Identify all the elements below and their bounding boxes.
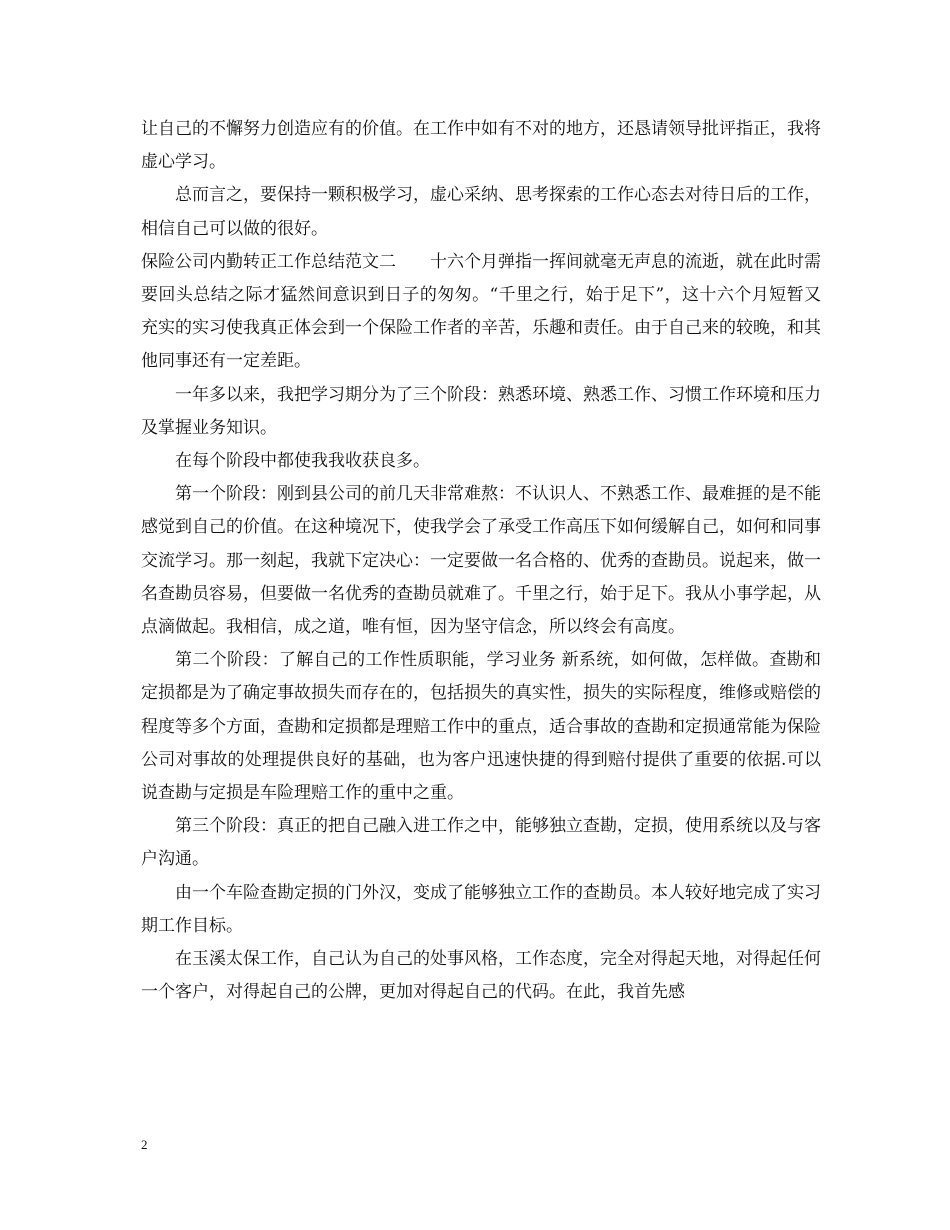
paragraph-10: 在玉溪太保工作，自己认为自己的处事风格，工作态度，完全对得起天地，对得起任何一个客户，对得起自己的公牌，更加对得起自己的代码。在此，我首先感: [141, 949, 821, 1003]
paragraph-1: 让自己的不懈努力创造应有的价值。在工作中如有不对的地方，还恳请领导批评指正，我将虚心学习。: [141, 119, 821, 173]
paragraph-8-stage-three: 第三个阶段：真正的把自己融入进工作之中，能够独立查勘，定损，使用系统以及与客户沟通。: [141, 816, 821, 870]
paragraph-3-section-title: 保险公司内勤转正工作总结范文二 十六个月弹指一挥间就毫无声息的流逝，就在此时需要回头总结之际才猛然间意识到日子的匆匆。“千里之行，始于足下”，这十六个月短暂又充实的实习使我真正体会到一个保险工作者的辛苦，乐趣和责任。由于自己来的较晚，和其他同事还有一定差距。: [141, 251, 821, 372]
paragraph-2: 总而言之，要保持一颗积极学习，虚心采纳、思考探索的工作心态去对待日后的工作，相信自己可以做的很好。: [141, 185, 821, 239]
page-number: 2: [141, 1137, 148, 1152]
document-body: [141, 113, 821, 1009]
paragraph-9: 由一个车险查勘定损的门外汉，变成了能够独立工作的查勘员。本人较好地完成了实习期工作目标。: [141, 882, 821, 936]
paragraph-6-stage-one: 第一个阶段：刚到县公司的前几天非常难熬：不认识人、不熟悉工作、最难捱的是不能感觉到自己的价值。在这种境况下，使我学会了承受工作高压下如何缓解自己，如何和同事交流学习。那一刻起，我就下定决心：一定要做一名合格的、优秀的查勘员。说起来，做一名查勘员容易，但要做一名优秀的查勘员就难了。千里之行，始于足下。我从小事学起，从点滴做起。我相信，成之道，唯有恒，因为坚守信念，所以终会有高度。: [141, 484, 821, 638]
paragraph-5: 在每个阶段中都使我我收获良多。: [175, 451, 430, 472]
paragraph-7-stage-two: 第二个阶段：了解自己的工作性质职能，学习业务 新系统，如何做，怎样做。查勘和定损都是为了确定事故损失而存在的，包括损失的真实性，损失的实际程度，维修或赔偿的程度等多个方面，查勘和定损都是理赔工作中的重点，适合事故的查勘和定损通常能为保险公司对事故的处理提供良好的基础，也为客户迅速快捷的得到赔付提供了重要的依据.可以说查勘与定损是车险理赔工作的重中之重。: [141, 650, 821, 804]
paragraph-4: 一年多以来，我把学习期分为了三个阶段：熟悉环境、熟悉工作、习惯工作环境和压力及掌握业务知识。: [141, 384, 821, 438]
